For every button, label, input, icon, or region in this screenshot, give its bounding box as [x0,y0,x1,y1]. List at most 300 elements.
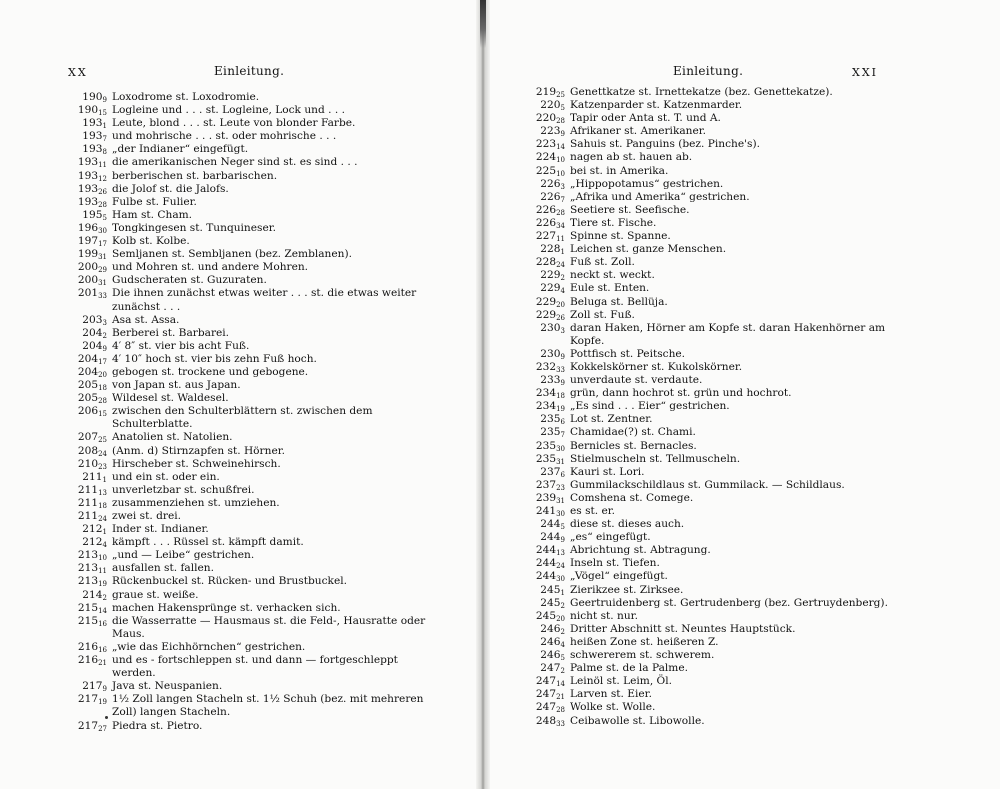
entry-page: 234 [535,400,557,413]
entry-page: 226 [535,216,557,229]
errata-entry [526,675,886,688]
errata-entry [526,374,886,387]
entry-text: bei st. in Amerika. [570,164,669,177]
errata-entry [526,479,886,492]
entry-text: Die ihnen zunächst etwas weiter . . . st. die etwas weiter zunächst . . . [112,287,417,313]
entry-line: 13 [556,549,565,558]
errata-entry [72,615,432,641]
entry-text: es st. er. [570,505,616,517]
entry-page: 235 [540,426,561,439]
errata-entry [526,544,886,557]
entry-line: 1 [102,528,107,537]
errata-entry [72,353,432,366]
entry-line: 2 [560,601,565,610]
entry-text: Spinne st. Spanne. [570,230,671,243]
entry-text: Tapir oder Anta st. T. und A. [570,112,721,125]
entry-page: 204 [82,326,103,339]
entry-line: 7 [102,135,107,144]
entry-text: Leinöl st. Leim, Öl. [570,675,672,688]
entry-text: Pottfisch st. Peitsche. [570,347,686,360]
errata-entry [72,641,432,654]
entry-line: 28 [98,397,107,406]
entry-page: 229 [540,269,561,282]
errata-entry [526,191,886,204]
errata-entry [72,510,432,523]
entry-line: 13 [98,488,107,497]
errata-entry [526,282,886,295]
entry-line: 14 [98,606,107,615]
left-page [0,0,476,789]
entry-page: 245 [540,583,561,596]
entry-line: 31 [556,457,565,466]
entry-line: 24 [98,449,107,458]
errata-entry [72,104,432,117]
entry-line: 33 [556,365,565,374]
entry-page: 197 [77,235,99,248]
entry-text: gebogen st. trockene und gebogene. [112,365,309,378]
entry-text: Kolb st. Kolbe. [112,235,190,248]
errata-entry [526,662,886,675]
entry-page: 230 [540,321,561,334]
entry-page: 244 [540,531,561,544]
entry-line: 20 [98,370,107,379]
entry-text: Leichen st. ganze Menschen. [570,243,727,256]
entry-line: 14 [556,143,565,152]
errata-entry [72,523,432,536]
entry-text: Semljanen st. Sembljanen (bez. Zemblanen). [112,248,352,261]
entry-line: 5 [560,654,565,663]
entry-page: 220 [540,99,561,112]
errata-list [72,91,432,733]
errata-entry [72,379,432,392]
book-gutter [476,0,490,789]
entry-text: kämpft . . . Rüssel st. kämpft damit. [112,536,304,549]
entry-location [526,322,570,338]
entry-text: Afrikaner st. Amerikaner. [570,125,707,138]
errata-entry [526,453,886,466]
entry-line: 20 [556,300,565,309]
entry-text: 4′ 8″ st. vier bis acht Fuß. [112,339,250,352]
entry-line: 1 [102,475,107,484]
entry-page: 248 [535,714,557,727]
entry-page: 241 [535,505,557,517]
entry-text: graue st. weiße. [112,588,199,601]
entry-text: Palme st. de la Palme. [570,662,688,675]
entry-page: 246 [540,635,561,648]
errata-entry [72,471,432,484]
errata-entry [526,426,886,439]
entry-text: Bernicles st. Bernacles. [570,439,697,452]
entry-text: zwischen den Schulterblättern st. zwischen dem Schulterblatte. [112,405,373,431]
running-head: Einleitung. [214,64,285,78]
entry-line: 2 [102,593,107,602]
entry-text: Dritter Abschnitt st. Neuntes Hauptstück. [570,622,796,635]
errata-entry [72,484,432,497]
entry-page: 235 [540,413,561,426]
errata-entry [526,204,886,217]
entry-page: 217 [77,693,99,706]
errata-entry [72,562,432,575]
entry-page: 211 [77,483,99,496]
entry-line: 1 [102,122,107,131]
entry-page: 211 [82,470,103,483]
errata-entry [72,720,432,733]
entry-page: 204 [82,339,103,352]
entry-line: 7 [560,431,565,440]
entry-page: 193 [82,130,103,143]
entry-text: Zoll st. Fuß. [570,308,635,321]
errata-entry [72,340,432,353]
entry-line: 5 [560,104,565,113]
entry-text: Kauri st. Lori. [570,465,645,478]
entry-text: Leute, blond . . . st. Leute von blonder Farbe. [112,117,356,130]
entry-page: 195 [82,208,103,221]
errata-entry [526,387,886,400]
entry-page: 205 [77,379,99,392]
entry-line: 31 [556,496,565,505]
entry-line: 26 [556,313,565,322]
entry-page: 196 [77,221,99,234]
entry-text: 4′ 10″ hoch st. vier bis zehn Fuß hoch. [112,352,317,365]
errata-entry [526,584,886,597]
entry-page: 232 [535,360,557,373]
errata-entry [72,235,432,248]
entry-page: 244 [535,570,557,583]
errata-entry [72,589,432,602]
entry-line: 7 [560,195,565,204]
errata-entry [526,413,886,426]
errata-entry [72,170,432,183]
entry-text: Comshena st. Comege. [570,491,694,504]
entry-line: 31 [98,253,107,262]
entry-location [72,654,112,670]
entry-text: nagen ab st. hauen ab. [570,151,693,164]
entry-line: 3 [102,318,107,327]
entry-line: 10 [556,169,565,178]
entry-text: nicht st. nur. [570,609,638,622]
entry-page: 237 [540,465,561,478]
entry-line: 6 [560,418,565,427]
errata-entry [526,492,886,505]
entry-page: 203 [82,313,103,326]
entry-page: 229 [540,282,561,295]
errata-entry [526,151,886,164]
entry-line: 8 [102,148,107,157]
entry-text: die Jolof st. die Jalofs. [112,182,229,195]
entry-location [72,615,112,631]
entry-line: 30 [556,575,565,584]
errata-entry [526,636,886,649]
entry-line: 19 [556,405,565,414]
entry-page: 193 [77,182,99,195]
entry-text: Gudscheraten st. Guzuraten. [112,274,267,287]
entry-line: 18 [556,392,565,401]
entry-line: 11 [556,235,565,244]
entry-text: „Es sind . . . Eier“ gestrichen. [570,400,730,413]
entry-page: 193 [82,143,103,156]
errata-entry [72,549,432,562]
entry-page: 217 [77,719,99,732]
entry-text: Sahuis st. Panguins (bez. Pinche's). [570,138,760,151]
entry-location [72,720,112,736]
entry-line: 11 [98,161,107,170]
entry-text: Ceibawolle st. Libowolle. [570,714,705,727]
errata-entry [72,287,432,313]
errata-entry [526,322,886,348]
entry-page: 211 [77,496,99,509]
entry-line: 12 [98,174,107,183]
entry-line: 9 [102,96,107,104]
errata-entry [72,327,432,340]
entry-line: 31 [98,279,107,288]
entry-line: 21 [98,659,107,668]
entry-text: grün, dann hochrot st. grün und hochrot. [570,387,792,400]
entry-text: Beluga st. Bellüja. [570,295,668,308]
errata-entry [526,243,886,256]
entry-line: 25 [98,436,107,445]
entry-text: schwererem st. schwerem. [570,649,715,662]
entry-text: neckt st. weckt. [570,269,655,282]
entry-page: 239 [535,491,557,504]
errata-entry [72,143,432,156]
entry-page: 204 [77,352,99,365]
entry-page: 247 [535,688,557,701]
entry-page: 216 [77,640,99,653]
page-number: XXI [852,66,879,79]
entry-text: Lot st. Zentner. [570,413,653,426]
errata-entry [72,575,432,588]
entry-page: 246 [540,622,561,635]
errata-entry [526,688,886,701]
entry-text: Chamidae(?) st. Chami. [570,426,696,439]
errata-entry [72,130,432,143]
entry-text: „wie das Eichhörnchen“ gestrichen. [112,640,306,653]
entry-page: 215 [77,614,99,627]
entry-text: Wildesel st. Waldesel. [112,392,229,405]
entry-page: 219 [535,86,557,98]
entry-text: zusammenziehen st. umziehen. [112,496,280,509]
errata-entry [526,256,886,269]
entry-line: 18 [98,384,107,393]
entry-text: Tongkingesen st. Tunquineser. [112,221,277,234]
entry-text: daran Haken, Hörner am Kopfe st. daran Hakenhörner am Kopfe. [570,321,886,347]
entry-text: Logleine und . . . st. Logleine, Lock und . . . [112,104,345,117]
entry-page: 213 [77,562,99,575]
entry-text: Zierikzee st. Zirksee. [570,583,684,596]
entry-line: 28 [556,706,565,715]
entry-location [72,405,112,421]
entry-text: Asa st. Assa. [112,313,180,326]
entry-line: 5 [102,213,107,222]
entry-line: 9 [102,685,107,694]
errata-entry [72,274,432,287]
entry-text: „der Indianer“ eingefügt. [112,143,249,156]
errata-entry [526,570,886,583]
entry-text: Geertruidenberg st. Gertrudenberg (bez. Gertruydenberg). [570,596,888,609]
entry-line: 17 [98,240,107,249]
errata-entry [526,112,886,125]
entry-line: 4 [560,640,565,649]
entry-text: unverletzbar st. schußfrei. [112,483,255,496]
entry-text: heißen Zone st. heißeren Z. [570,635,719,648]
entry-text: und es - fortschleppen st. und dann — fortgeschleppt werden. [112,654,398,680]
entry-page: 199 [77,248,99,261]
entry-location [526,715,570,731]
running-head: Einleitung. [673,64,744,78]
entry-line: 14 [556,680,565,689]
errata-entry [72,654,432,680]
entry-text: zwei st. drei. [112,510,181,522]
errata-entry [526,230,886,243]
binding-shadow [480,0,486,48]
entry-line: 28 [98,200,107,209]
entry-text: Berberei st. Barbarei. [112,326,230,339]
entry-page: 211 [77,510,99,522]
errata-entry [526,309,886,322]
entry-text: ausfallen st. fallen. [112,562,214,575]
entry-page: 226 [535,203,557,216]
errata-entry [526,557,886,570]
entry-page: 214 [82,588,103,601]
entry-page: 245 [540,596,561,609]
entry-line: 27 [98,724,107,733]
entry-location [72,287,112,303]
entry-page: 228 [540,243,561,256]
entry-text: „Vögel“ eingefügt. [570,570,668,583]
entry-text: Ham st. Cham. [112,208,193,221]
entry-text: die amerikanischen Neger sind st. es sind . . . [112,156,358,169]
entry-text: „Hippopotamus“ gestrichen. [570,177,724,190]
entry-page: 226 [540,190,561,203]
entry-page: 206 [77,405,99,418]
entry-text: berberischen st. barbarischen. [112,169,278,182]
errata-entry [526,610,886,623]
entry-line: 15 [98,410,107,419]
entry-text: „und — Leibe“ gestrichen. [112,549,255,562]
errata-entry [526,165,886,178]
errata-entry [526,597,886,610]
entry-page: 229 [535,308,557,321]
errata-entry [72,156,432,169]
entry-line: 11 [98,567,107,576]
entry-line: 33 [556,719,565,728]
entry-page: 190 [77,104,99,117]
entry-line: 30 [556,510,565,518]
entry-line: 4 [560,287,565,296]
right-page [490,0,1000,789]
entry-page: 247 [535,701,557,714]
entry-line: 10 [98,554,107,563]
errata-entry [526,518,886,531]
entry-page: 233 [540,374,561,387]
entry-text: Tiere st. Fische. [570,216,657,229]
entry-text: „Afrika und Amerika“ gestrichen. [570,190,750,203]
errata-entry [72,392,432,405]
entry-page: 193 [77,169,99,182]
entry-line: 30 [98,226,107,235]
entry-line: 16 [98,619,107,628]
entry-line: 4 [102,541,107,550]
entry-line: 28 [556,117,565,126]
errata-entry [526,217,886,230]
entry-page: 245 [535,609,557,622]
entry-line: 6 [560,470,565,479]
entry-page: 247 [535,675,557,688]
errata-entry [526,649,886,662]
entry-page: 215 [77,601,99,614]
entry-page: 193 [77,195,99,208]
errata-entry [526,531,886,544]
errata-list [526,86,886,728]
errata-entry [72,209,432,222]
entry-line: 24 [556,261,565,270]
errata-entry [72,117,432,130]
entry-line: 2 [560,274,565,283]
entry-page: 213 [77,549,99,562]
entry-page: 217 [82,680,103,693]
entry-page: 205 [77,392,99,405]
entry-text: Kokkelskörner st. Kukolskörner. [570,360,743,373]
entry-page: 201 [77,287,99,300]
errata-entry [526,269,886,282]
entry-text: von Japan st. aus Japan. [112,379,241,392]
entry-text: 1½ Zoll langen Stacheln st. 1½ Schuh (bez. mit mehreren Zoll) langen Stacheln. [112,693,424,719]
entry-page: 208 [77,444,99,457]
entry-text: Abrichtung st. Abtragung. [570,544,711,557]
entry-text: und ein st. oder ein. [112,470,220,483]
entry-text: Java st. Neuspanien. [112,680,223,693]
entry-text: „es“ eingefügt. [570,531,651,544]
errata-entry [72,680,432,693]
entry-line: 2 [560,667,565,676]
entry-page: 190 [82,91,103,103]
entry-page: 230 [540,347,561,360]
errata-entry [72,693,432,719]
entry-line: 33 [98,292,107,301]
entry-line: 10 [556,156,565,165]
errata-entry [526,125,886,138]
entry-text: Katzenparder st. Katzenmarder. [570,99,743,112]
entry-page: 193 [82,117,103,130]
entry-line: 1 [560,248,565,257]
entry-page: 200 [77,261,99,274]
entry-page: 234 [535,387,557,400]
entry-line: 34 [556,221,565,230]
entry-line: 1 [560,588,565,597]
entry-page: 225 [535,164,557,177]
entry-text: Eule st. Enten. [570,282,650,295]
errata-entry [72,248,432,261]
entry-line: 25 [556,91,565,99]
errata-entry [526,400,886,413]
entry-line: 9 [560,379,565,388]
errata-entry [526,505,886,518]
entry-line: 18 [98,501,107,510]
entry-line: 30 [556,444,565,453]
entry-text: Rückenbuckel st. Rücken- und Brustbuckel. [112,575,347,588]
entry-page: 224 [535,151,557,164]
errata-entry [72,366,432,379]
errata-entry [526,99,886,112]
entry-text: Stielmuscheln st. Tellmuscheln. [570,452,741,465]
errata-entry [526,440,886,453]
entry-line: 23 [98,462,107,471]
entry-line: 5 [560,523,565,532]
entry-line: 29 [98,266,107,275]
entry-page: 235 [535,439,557,452]
entry-page: 216 [77,654,99,667]
errata-entry [526,623,886,636]
